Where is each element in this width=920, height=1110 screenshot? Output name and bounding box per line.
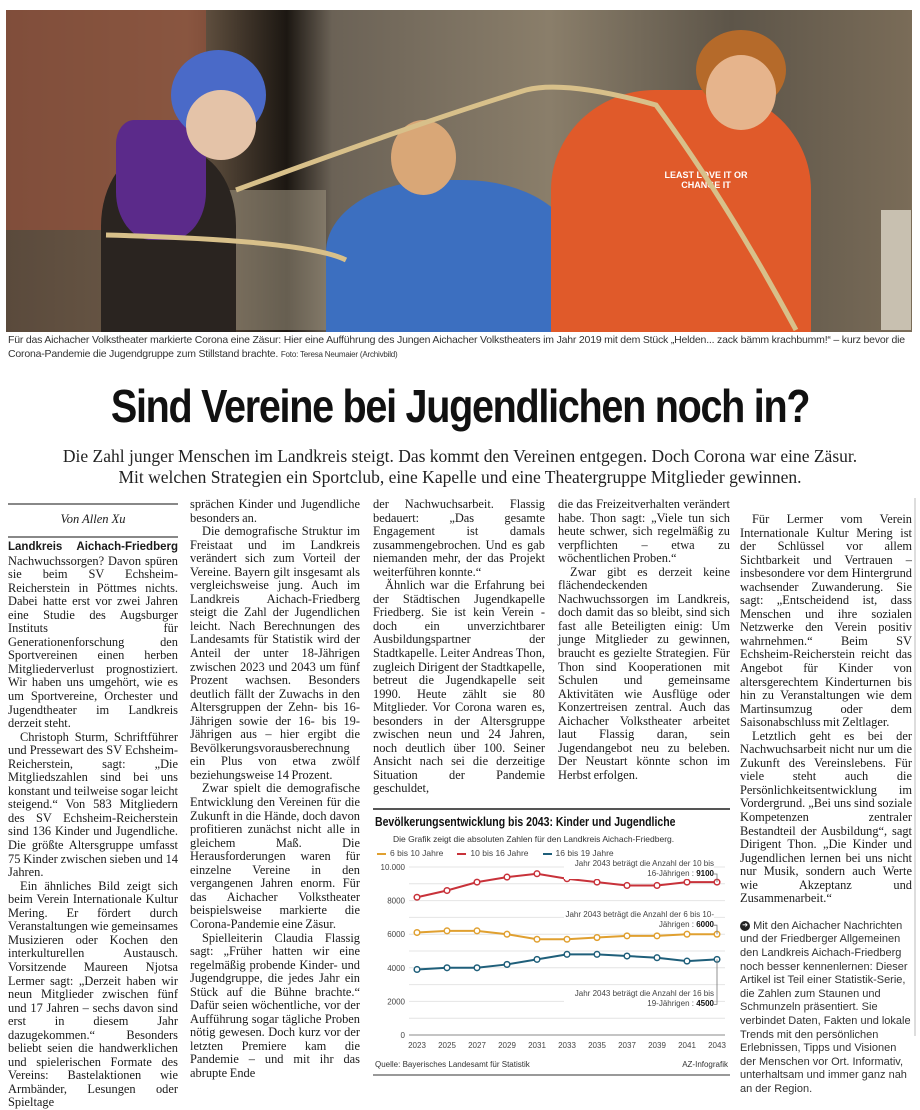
- paragraph: sprächen Kinder und Jugendliche besonders an.: [190, 497, 360, 525]
- annotation-text: Jahr 2043 beträgt die Anzahl der 10 bis 16-Jährigen :: [574, 859, 714, 879]
- y-tick-label: 8000: [387, 896, 405, 906]
- paragraph: Ähnlich war die Erfahrung bei der Städtischen Jugendkapelle Friedberg. Sie ist kein Verein - doch ein unverzichtbarer Ausbildungspartner der Stadtkapelle. Leiter Andreas Thon, zugleich Dirigent der Stadtkapelle, betreut die Jugendkapelle seit 1990. Heute zählt sie 80 Mitglieder. Vor Corona waren es, besonders in der Altersgruppe zwischen neun und 24 Jahren, noch deutlich über 100. Seiner Ansicht nach sei die derzeitige Situation der Pandemie geschuldet,: [373, 578, 545, 796]
- caption-text: Für das Aichacher Volkstheater markierte Corona eine Zäsur: Hier eine Aufführung des Jungen Aichacher Volkstheaters im Jahr 2019 mit dem Stück „Helden... zack bämm krachbumm!“ – kurz bevor die Corona-Pandemie die Jugendgruppe zum Stillstand brachte.: [8, 334, 905, 360]
- y-tick-label: 10.000: [380, 863, 405, 873]
- paragraph-text: Nachwuchssorgen? Davon spüren sie beim SV Echsheim-Reicherstein in Pöttmes nichts. Dabei hatte erst vor zwei Jahren eine Studie des Augsburger Instituts für Generationenforschung den Sportvereinen einen herben Mitgliederverlust prognostiziert. Wir haben uns umgehört, wie es um Sportvereine, Orchester und Jugendtheater im Landkreis derzeit steht.: [8, 553, 178, 731]
- paragraph: Ein ähnliches Bild zeigt sich beim Verein Internationale Kultur Mering. Er fördert durch Veranstaltungen wie gemeinsames Musizieren oder Kochen den interkulturellen Austausch. Vorsitzende Maureen Njotsa Lermer sagt: „Derzeit haben wir neun Mitglieder zwischen fünf und 17 Jahren – sechs davon sind erst in diesem Jahr dazugekommen.“ Besonders beliebt seien die handwerklichen und spielerischen Formate des Vereins: Bastelaktionen wie Armbänder, Lesungen oder Spieltage: [8, 878, 178, 1110]
- x-tick-label: 2029: [498, 1041, 516, 1051]
- annotation-10-16: [564, 859, 714, 879]
- data-point: [444, 928, 450, 934]
- legend-label: 6 bis 10 Jahre: [390, 848, 444, 859]
- paragraph: Für Lermer vom Verein Internationale Kultur Mering ist der Schlüssel vor allem Sichtbarkeit und Vertrauen – insbesondere vor dem Hintergrund wachsender Zuwanderung. Sie sagt: „Entscheidend ist, dass Menschen und ihre sozialen Netzwerke den Verein positiv wahrnehmen.“ Beim SV Echsheim-Reicherstein reicht das Angebot für Kinder von altersgerechtem Kinderturnen bis hin zu Veranstaltungen wie dem Martinsumzug oder dem Saisonabschluss mit Zeltlager.: [740, 512, 912, 730]
- paragraph: der Nachwuchsarbeit. Flassig bedauert: „Das gesamte Engagement ist damals zusammengebrochen. Und es gab niemanden mehr, der das Projekt weiterführen konnte.“: [373, 497, 545, 579]
- legend-swatch: [543, 853, 552, 855]
- right-section: [740, 513, 912, 1097]
- data-point: [414, 967, 420, 973]
- rope: [6, 10, 912, 332]
- data-point: [654, 955, 660, 961]
- data-point: [684, 958, 690, 964]
- y-tick-label: 2000: [387, 997, 405, 1007]
- data-point: [564, 952, 570, 958]
- article-column-1: [8, 540, 178, 1110]
- x-tick-label: 2039: [648, 1041, 666, 1051]
- paragraph: Zwar gibt es derzeit keine flächendeckenden Nachwuchssorgen im Landkreis, doch damit das so bleibt, sind sich fast alle Beteiligten einig: Um junge Mitglieder zu gewinnen, braucht es gezielte Strategien. Für Thon sind Kooperationen mit Schulen und gemeinsame Aktivitäten wie Ausflüge oder Konzertreisen zentral. Auch das Aichacher Volkstheater arbeitet laut Flassig daran, sein Jugendangebot neu zu beleben. Der Neustart könnte schon im Herbst erfolgen.: [558, 564, 730, 782]
- y-tick-label: 6000: [387, 930, 405, 940]
- chart-credit: AZ-Infografik: [682, 1060, 728, 1070]
- series-infobox: [740, 920, 912, 1097]
- article-column-2: [190, 498, 360, 1081]
- chart-footer: [373, 1059, 730, 1070]
- annotation-text: Jahr 2043 beträgt die Anzahl der 6 bis 10-Jährigen :: [565, 910, 714, 930]
- data-point: [684, 879, 690, 885]
- photo-credit: Foto: Teresa Neumaier (Archivbild): [280, 350, 398, 359]
- chart-plot: [373, 859, 730, 1059]
- annotation-text: Jahr 2043 beträgt die Anzahl der 16 bis 19-Jährigen :: [574, 989, 714, 1009]
- legend-item: [377, 848, 443, 859]
- annotation-6-10: [564, 910, 714, 930]
- middle-section: [373, 498, 730, 1076]
- annotation-value: 9100: [696, 869, 714, 879]
- x-tick-label: 2035: [588, 1041, 606, 1051]
- data-point: [534, 871, 540, 877]
- paragraph: Letztlich geht es bei der Nachwuchsarbeit nicht nur um die Zukunft des Vereinslebens. Für viele steht auch die Persönlichkeitsentwicklung im Vordergrund. „Bei uns sind soziale Kompetenzen zentraler Bestandteil der Ausbildung“, sagt Dirigent Thon. „Die Kinder und Jugendlichen lernen bei uns nicht nur Musik, sondern auch Werte wie Akzeptanz und Zusammenarbeit.“: [740, 728, 912, 906]
- paragraph: Zwar spielt die demografische Entwicklung den Vereinen für die Zukunft in die Hände, doch davon profitieren zunächst nicht alle in gleichem Maß. Die Herausforderungen waren für einzelne Vereine in den vergangenen Jahren enorm. Für das Aichacher Volkstheater beispielsweise markierte die Corona-Pandemie eine Zäsur.: [190, 781, 360, 931]
- dateline: Landkreis Aichach-Friedberg: [8, 541, 178, 553]
- deck: [0, 446, 920, 488]
- legend-item: [543, 848, 614, 859]
- article-column-3: [373, 498, 545, 796]
- data-point: [444, 965, 450, 971]
- y-tick-label: 0: [400, 1031, 405, 1041]
- legend-swatch: [377, 853, 386, 855]
- column-rule: [914, 498, 916, 1036]
- y-tick-label: 4000: [387, 963, 405, 973]
- chart-plot-area: [373, 859, 730, 1059]
- data-point: [504, 931, 510, 937]
- data-point: [474, 965, 480, 971]
- paragraph: Spielleiterin Claudia Flassig sagt: „Früher hatten wir eine regelmäßig probende Kinder- und Jugendgruppe, die jedes Jahr ein Stück auf die Bühne brachte.“ Dafür seien wöchentliche, vor der Aufführung sogar tägliche Proben nötig gewesen. Doch kurz vor der letzten Premiere kam die Pandemie – und mit ihr das abrupte Ende: [190, 930, 360, 1080]
- article-photo: [6, 10, 912, 332]
- paragraph: [8, 540, 178, 731]
- legend-item: [457, 848, 528, 859]
- x-tick-label: 2025: [438, 1041, 456, 1051]
- paragraph: Die demografische Struktur im Freistaat und im Landkreis verändert sich zum Vorteil der Vereine. Bayern gilt insgesamt als vergleichsweise jung. Auch im Landkreis Aichach-Friedberg steigt die Zahl der Jugendlichen leicht. Nach Berechnungen des Landesamts für Statistik wird der Anteil der unter 18-Jährigen zwischen 2023 und 2043 um fünf Prozent wachsen. Besonders deutlich fällt der Zuwachs in den Altersgruppen der Zehn- bis 16-Jährigen sowie der 16- bis 19-Jährigen aus – hier ergibt die Bevölkerungsvorausberechnung ein Plus von etwa zwölf beziehungsweise 14 Prozent.: [190, 524, 360, 782]
- chart-source: Quelle: Bayerisches Landesamt für Statistik: [375, 1060, 530, 1070]
- legend-label: 16 bis 19 Jahre: [555, 848, 614, 859]
- data-point: [594, 952, 600, 958]
- x-tick-label: 2041: [678, 1041, 696, 1051]
- data-point: [624, 933, 630, 939]
- data-point: [414, 894, 420, 900]
- data-point: [474, 928, 480, 934]
- legend-swatch: [457, 853, 466, 855]
- data-point: [504, 962, 510, 968]
- deck-line: Mit welchen Strategien ein Sportclub, eine Kapelle und eine Theatergruppe Mitglieder gewinnen.: [118, 467, 802, 487]
- arrow-circle-icon: ➜: [740, 921, 750, 931]
- data-point: [624, 883, 630, 889]
- middle-columns: [373, 498, 730, 796]
- paragraph: Christoph Sturm, Schriftführer und Pressewart des SV Echsheim-Reicherstein, sagt: „Die Mitgliedszahlen sind bei uns konstant und teilweise sogar leicht steigend.“ Von 583 Mitgliedern des SV Echsheim-Reicherstein sind 136 Kinder und Jugendliche. Die größte Altersgruppe umfasst 75 Kinder zwischen sieben und 14 Jahren.: [8, 729, 178, 880]
- x-tick-label: 2043: [708, 1041, 726, 1051]
- annotation-16-19: [564, 989, 714, 1009]
- data-point: [534, 957, 540, 963]
- data-point: [594, 879, 600, 885]
- data-point: [654, 933, 660, 939]
- photo-caption: [8, 333, 912, 362]
- x-tick-label: 2027: [468, 1041, 486, 1051]
- data-point: [414, 930, 420, 936]
- article-column-4: [558, 498, 730, 782]
- x-tick-label: 2033: [558, 1041, 576, 1051]
- infobox-text: Mit den Aichacher Nachrichten und der Friedberger Allgemeinen den Landkreis Aichach-Friedberg noch besser kennenlernen: Dieser Artikel ist Teil einer Statistik-Serie, die Zahlen zum Staunen und Schmunzeln präsentiert. Sie verbindet Daten, Fakten und lokale Trends mit den persönlichen Erlebnissen, Tipps und Visionen der Menschen vor Ort. Informativ, unterhaltsam und immer ganz nah an der Region.: [740, 919, 911, 1095]
- annotation-value: 6000: [696, 920, 714, 930]
- data-point: [504, 874, 510, 880]
- data-point: [534, 936, 540, 942]
- paragraph: die das Freizeitverhalten verändert habe. Thon sagt: „Viele tun sich heute schwer, sich regelmäßig zu verpflichten – etwa zu wöchentlichen Proben.“: [558, 497, 730, 566]
- data-point: [684, 931, 690, 937]
- data-point: [444, 888, 450, 894]
- data-point: [594, 935, 600, 941]
- x-tick-label: 2023: [408, 1041, 426, 1051]
- article-column-5: [740, 513, 912, 906]
- chart-title: Bevölkerungsentwicklung bis 2043: Kinder und Jugendliche: [375, 815, 676, 830]
- annotation-value: 4500: [696, 999, 714, 1009]
- data-point: [474, 879, 480, 885]
- data-point: [654, 883, 660, 889]
- headline-container: [0, 378, 920, 434]
- data-point: [564, 936, 570, 942]
- x-tick-label: 2031: [528, 1041, 546, 1051]
- chart-subtitle: Die Grafik zeigt die absoluten Zahlen für den Landkreis Aichach-Friedberg.: [393, 834, 675, 845]
- byline: Von Allen Xu: [8, 503, 178, 538]
- deck-line: Die Zahl junger Menschen im Landkreis steigt. Das kommt den Vereinen entgegen. Doch Corona war eine Zäsur.: [62, 446, 858, 466]
- data-point: [624, 953, 630, 959]
- chart-legend: [377, 848, 730, 859]
- legend-label: 10 bis 16 Jahre: [470, 848, 529, 859]
- x-tick-label: 2037: [618, 1041, 636, 1051]
- shirt-print: LEAST LOVE IT OR CHANGE IT: [664, 170, 748, 190]
- headline: Sind Vereine bei Jugendlichen noch in?: [110, 380, 810, 432]
